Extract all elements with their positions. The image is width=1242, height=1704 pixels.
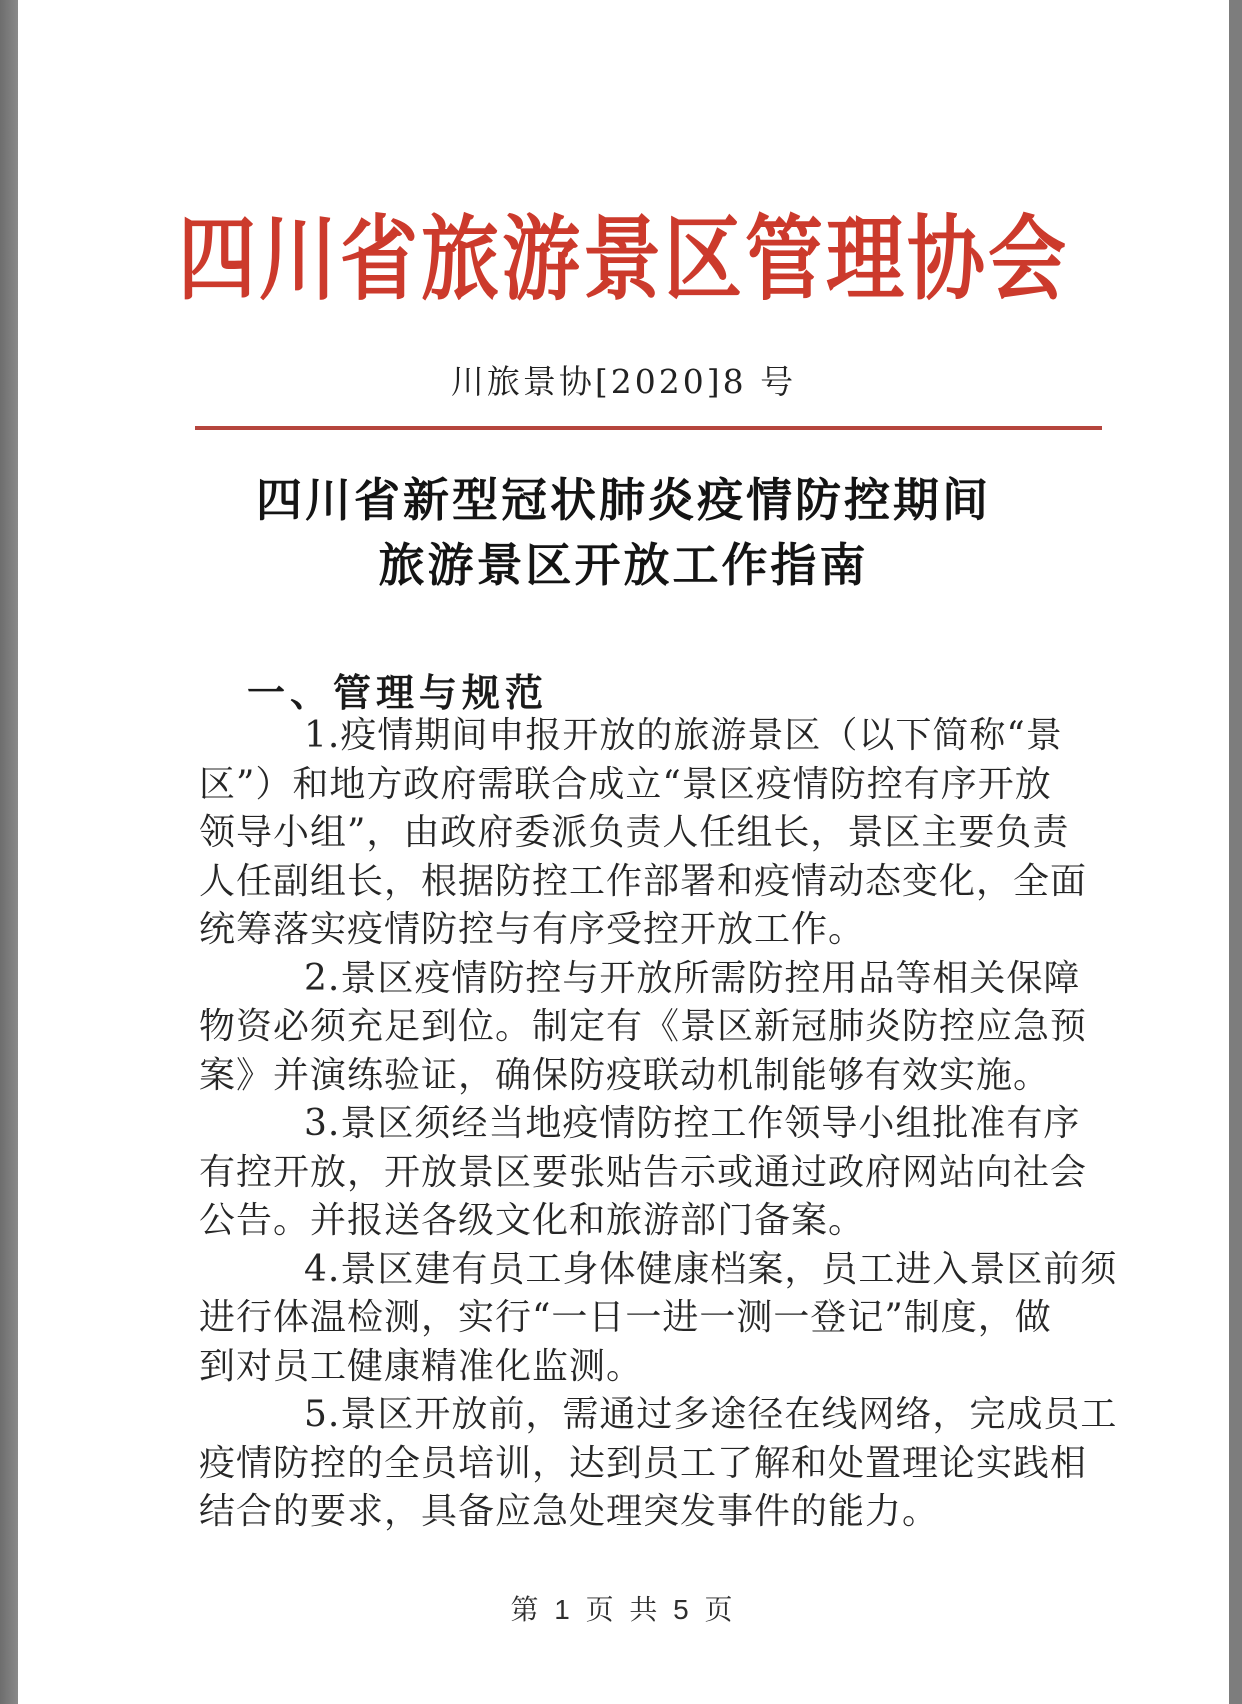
body-line: 人任副组长，根据防控工作部署和疫情动态变化，全面 [199,860,1088,902]
body-line: 进行体温检测，实行“一日一进一测一登记”制度，做 [199,1297,1052,1338]
body-line: 5.景区开放前，需通过多途径在线网络，完成员工 [304,1394,1118,1435]
body-line: 1.疫情期间申报开放的旅游景区（以下简称“景 [304,715,1063,756]
body-line: 4.景区建有员工身体健康档案，员工进入景区前须 [304,1248,1118,1290]
body-line: 统筹落实疫情防控与有序受控开放工作。 [199,909,866,950]
organization-title: 四川省旅游景区管理协会 [177,206,1069,314]
body-line: 结合的要求，具备应急处理突发事件的能力。 [199,1491,940,1532]
body-line: 有控开放，开放景区要张贴告示或通过政府网站向社会 [199,1151,1088,1193]
body-line: 3.景区须经当地疫情防控工作领导小组批准有序 [304,1103,1081,1144]
body-line: 区”）和地方政府需联合成立“景区疫情防控有序开放 [199,763,1052,805]
body-line: 2.景区疫情防控与开放所需防控用品等相关保障 [304,957,1081,999]
body-line: 疫情防控的全员培训，达到员工了解和处置理论实践相 [199,1442,1088,1484]
document-title-line-1: 四川省新型冠状肺炎疫情防控期间 [256,474,991,526]
document-title-line-2: 旅游景区开放工作指南 [378,539,869,591]
scan-edge-right [1229,0,1242,1704]
body-line: 到对员工健康精准化监测。 [199,1345,644,1387]
document-body [199,712,1118,1537]
body-line: 公告。并报送各级文化和旅游部门备案。 [199,1200,866,1241]
document-number: 川旅景协[2020]8 号 [450,362,797,401]
page-footer: 第 1 页 共 5 页 [510,1594,737,1625]
document-title [18,468,1229,598]
body-line: 案》并演练验证，确保防疫联动机制能够有效实施。 [199,1054,1051,1096]
section-heading: 一、管理与规范 [247,673,549,715]
scan-edge-left [0,0,18,1704]
body-line: 领导小组”，由政府委派负责人任组长，景区主要负责 [199,812,1070,853]
red-divider-rule [195,426,1102,430]
body-line: 物资必须充足到位。制定有《景区新冠肺炎防控应急预 [199,1006,1088,1047]
